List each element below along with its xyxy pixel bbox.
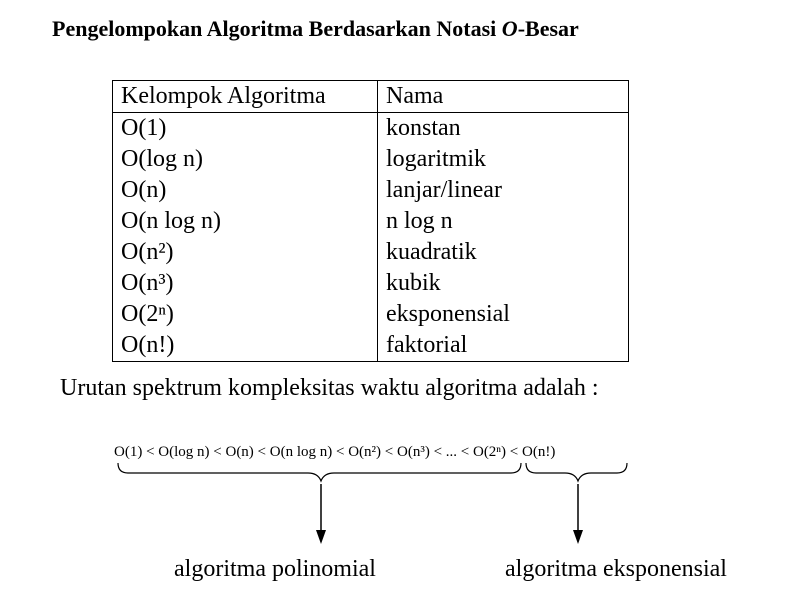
notation-cell: O(n³) (113, 268, 378, 299)
name-cell: logaritmik (378, 144, 629, 175)
exponential-arrowhead (573, 530, 583, 544)
name-cell: kuadratik (378, 237, 629, 268)
title-main: Pengelompokan Algoritma Berdasarkan Notasi (52, 16, 502, 41)
name-cell: konstan (378, 113, 629, 145)
name-cell: faktorial (378, 330, 629, 362)
notation-cell: O(n) (113, 175, 378, 206)
name-cell: eksponensial (378, 299, 629, 330)
spectrum-subtitle: Urutan spektrum kompleksitas waktu algoritma adalah : (60, 375, 599, 401)
notation-cell: O(n!) (113, 330, 378, 362)
name-cell: kubik (378, 268, 629, 299)
notation-cell: O(n²) (113, 237, 378, 268)
notation-cell: O(n log n) (113, 206, 378, 237)
polynomial-brace (118, 463, 521, 481)
exponential-label: algoritma eksponensial (505, 556, 727, 582)
polynomial-label: algoritma polinomial (174, 556, 376, 582)
title-tail: -Besar (517, 16, 579, 41)
spectrum-exponential: O(2ⁿ) < O(n!) (472, 444, 556, 460)
exponential-brace (526, 463, 627, 481)
name-cell: n log n (378, 206, 629, 237)
notation-cell: O(1) (113, 113, 378, 145)
title-italic-o: O (501, 16, 518, 41)
polynomial-arrowhead (316, 530, 326, 544)
notation-cell: O(log n) (113, 144, 378, 175)
header-name: Nama (378, 81, 629, 113)
notation-cell: O(2ⁿ) (113, 299, 378, 330)
spectrum-polynomial: O(1) < O(log n) < O(n) < O(n log n) < O(n²) < O(n³) < ... < (114, 444, 470, 460)
header-group: Kelompok Algoritma (113, 81, 378, 113)
name-cell: lanjar/linear (378, 175, 629, 206)
